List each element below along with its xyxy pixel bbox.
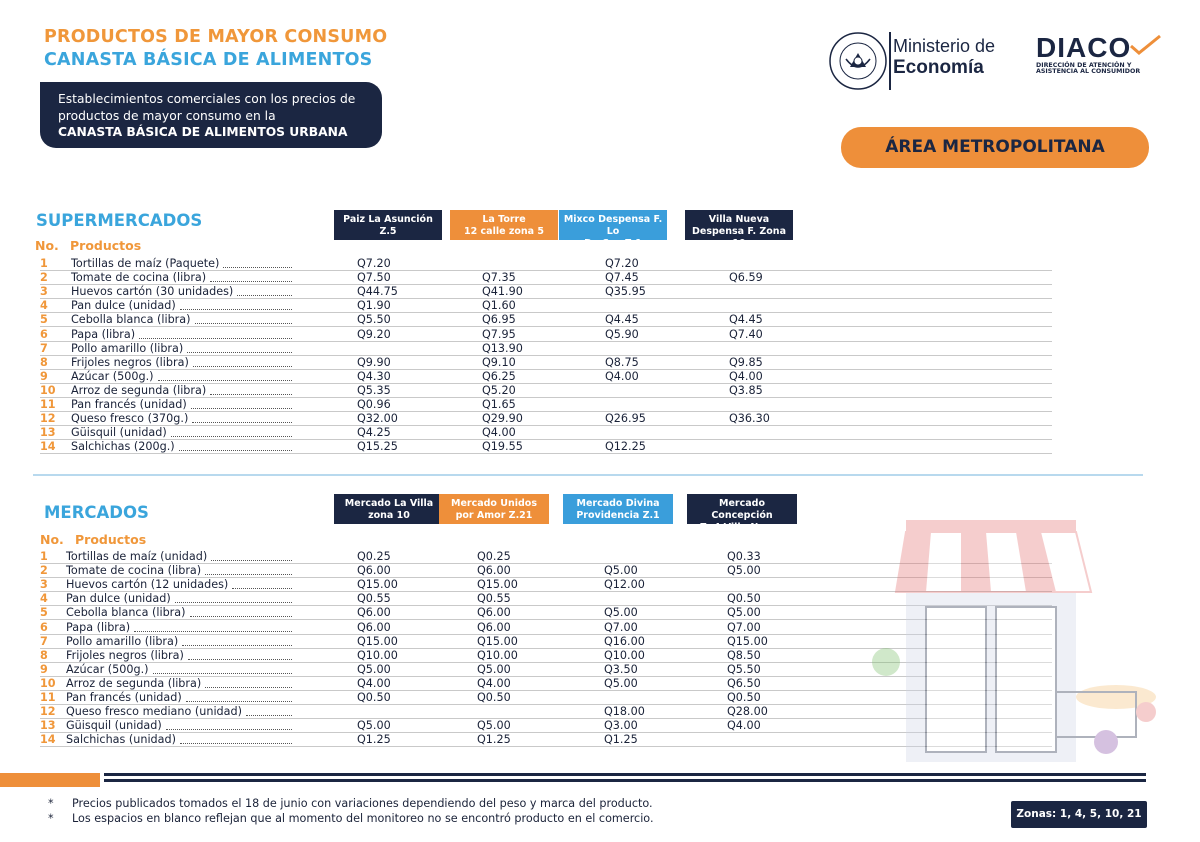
diaco-subtitle-1: DIRECCIÓN DE ATENCIÓN Y [1036, 62, 1132, 69]
price-cell-store-2: Q15.00 [477, 578, 518, 592]
row-number: 6 [40, 620, 48, 634]
product-name: Pan francés (unidad) [66, 691, 182, 704]
dotted-leader [188, 659, 292, 660]
price-cell-store-2: Q9.10 [482, 355, 516, 369]
store-header-1 [334, 210, 442, 240]
table-row [40, 398, 1052, 412]
market-stall-illustration [866, 512, 1166, 772]
price-cell-store-2: Q13.90 [482, 341, 523, 355]
row-number: 7 [40, 341, 48, 355]
dotted-leader [210, 281, 292, 282]
price-cell-store-3: Q4.00 [605, 369, 639, 383]
row-number: 13 [40, 719, 56, 733]
product-name: Queso fresco mediano (unidad) [66, 705, 242, 719]
col-productos-header: Productos [75, 532, 147, 547]
store-name-line1: Mercado Unidos [451, 498, 537, 509]
row-number: 11 [40, 691, 56, 704]
dotted-leader [179, 450, 292, 451]
product-name: Cebolla blanca (libra) [66, 606, 186, 620]
price-cell-store-1: Q5.00 [357, 662, 391, 676]
price-cell-store-1: Q0.96 [357, 398, 391, 411]
dotted-leader [191, 408, 292, 409]
table-row [40, 440, 1052, 454]
store-header-4 [685, 210, 793, 249]
section-separator [33, 474, 1143, 476]
price-cell-store-1: Q6.00 [357, 564, 391, 578]
price-cell-store-4: Q6.59 [729, 271, 763, 285]
store-name-line1: Paiz La Asunción [343, 214, 433, 225]
price-cell-store-3: Q7.20 [605, 257, 639, 270]
row-number: 11 [40, 398, 56, 411]
price-cell-store-2: Q5.20 [482, 383, 516, 397]
product-name: Arroz de segunda (libra) [71, 383, 207, 397]
product-name: Tortillas de maíz (unidad) [66, 550, 208, 563]
product-name: Papa (libra) [66, 620, 131, 634]
store-name-line1: Villa Nueva [708, 214, 770, 225]
product-name: Frijoles negros (libra) [71, 355, 189, 369]
footnote-star: * [48, 797, 54, 810]
store-header-3 [559, 210, 667, 249]
dotted-leader [139, 338, 292, 339]
store-name-line1: Mercado Divina [576, 498, 660, 509]
store-name-line2: 12 calle zona 5 [464, 226, 544, 237]
price-cell-store-2: Q4.00 [482, 426, 516, 440]
price-cell-store-3: Q7.00 [604, 620, 638, 634]
price-cell-store-1: Q15.00 [357, 578, 398, 592]
price-cell-store-2: Q6.00 [477, 564, 511, 578]
row-number: 5 [40, 313, 48, 327]
store-header-2 [450, 210, 558, 240]
product-name: Pan dulce (unidad) [71, 299, 176, 313]
footnote-1 [48, 797, 653, 810]
price-cell-store-1: Q0.25 [357, 550, 391, 563]
row-divider [40, 453, 1052, 454]
title-canasta-basica: CANASTA BÁSICA DE ALIMENTOS [44, 50, 373, 70]
dotted-leader [223, 267, 292, 268]
price-cell-store-4: Q3.85 [729, 383, 763, 397]
table-row [40, 342, 1052, 356]
price-cell-store-2: Q0.55 [477, 592, 511, 606]
store-name-line2: zona 10 [368, 510, 410, 521]
diaco-subtitle-2: ASISTENCIA AL CONSUMIDOR [1036, 68, 1141, 75]
price-cell-store-4: Q5.00 [727, 606, 761, 620]
price-cell-store-1: Q4.30 [357, 369, 391, 383]
intro-box [40, 82, 382, 148]
price-cell-store-3: Q5.00 [604, 676, 638, 690]
store-header-1 [334, 494, 444, 524]
row-number: 7 [40, 634, 48, 648]
dotted-leader [166, 729, 292, 730]
product-name: Güisquil (unidad) [71, 426, 167, 440]
product-name: Pan dulce (unidad) [66, 592, 171, 606]
price-cell-store-3: Q3.50 [604, 662, 638, 676]
row-number: 4 [40, 592, 48, 606]
price-cell-store-3: Q7.45 [605, 271, 639, 285]
diaco-check-icon [1128, 34, 1162, 56]
product-name: Papa (libra) [71, 327, 136, 341]
price-cell-store-1: Q0.50 [357, 691, 391, 704]
store-header-2 [439, 494, 549, 524]
intro-bold-line: CANASTA BÁSICA DE ALIMENTOS URBANA [58, 125, 348, 139]
section-title-mercados: MERCADOS [44, 503, 149, 522]
price-cell-store-2: Q15.00 [477, 634, 518, 648]
table-row [40, 285, 1052, 299]
price-cell-store-4: Q0.50 [727, 592, 761, 606]
row-number: 2 [40, 271, 48, 285]
footnote-2-text: Los espacios en blanco reflejan que al momento del monitoreo no se encontró producto en el comercio. [72, 812, 654, 825]
footer-orange-bar [0, 773, 100, 787]
price-cell-store-3: Q3.00 [604, 719, 638, 733]
ministry-line-1: Ministerio de [893, 36, 996, 56]
price-cell-store-4: Q4.00 [729, 369, 763, 383]
price-cell-store-3: Q10.00 [604, 648, 645, 662]
dotted-leader [180, 309, 292, 310]
price-cell-store-1: Q32.00 [357, 412, 398, 426]
ministerio-economia-logo [893, 36, 995, 78]
table-row [40, 384, 1052, 398]
price-cell-store-2: Q7.95 [482, 327, 516, 341]
price-cell-store-1: Q9.20 [357, 327, 391, 341]
table-row [40, 412, 1052, 426]
store-header-3 [563, 494, 673, 524]
price-cell-store-2: Q0.50 [477, 691, 511, 704]
col-productos-header: Productos [70, 238, 142, 253]
table-row [40, 313, 1052, 327]
diaco-wordmark: DIACO [1036, 32, 1132, 63]
dotted-leader [153, 673, 292, 674]
price-cell-store-2: Q19.55 [482, 440, 523, 454]
store-name-line2: por Amor Z.21 [455, 510, 533, 521]
store-name-line1: Mercado La Villa [344, 498, 434, 509]
table-row [40, 328, 1052, 342]
price-cell-store-1: Q6.00 [357, 606, 391, 620]
price-cell-store-1: Q6.00 [357, 620, 391, 634]
dotted-leader [186, 701, 292, 702]
diaco-logo [1036, 32, 1166, 76]
product-name: Arroz de segunda (libra) [66, 676, 202, 690]
price-cell-store-4: Q5.00 [727, 564, 761, 578]
price-cell-store-2: Q0.25 [477, 550, 511, 563]
price-cell-store-4: Q0.33 [727, 550, 761, 563]
price-cell-store-1: Q10.00 [357, 648, 398, 662]
dotted-leader [187, 352, 292, 353]
price-cell-store-4: Q7.00 [727, 620, 761, 634]
price-cell-store-1: Q15.00 [357, 634, 398, 648]
price-cell-store-1: Q44.75 [357, 285, 398, 299]
price-cell-store-3: Q8.75 [605, 355, 639, 369]
logo-divider [889, 32, 891, 90]
price-cell-store-3: Q5.00 [604, 606, 638, 620]
dotted-leader [134, 631, 292, 632]
dotted-leader [211, 560, 292, 561]
row-number: 10 [40, 676, 56, 690]
price-cell-store-4: Q0.50 [727, 691, 761, 704]
price-cell-store-3: Q16.00 [604, 634, 645, 648]
row-number: 6 [40, 327, 48, 341]
price-cell-store-2: Q41.90 [482, 285, 523, 299]
row-number: 4 [40, 299, 48, 313]
table-row [40, 257, 1052, 271]
row-number: 2 [40, 564, 48, 578]
dotted-leader [175, 602, 292, 603]
store-name-line1: La Torre [482, 214, 526, 225]
row-number: 8 [40, 355, 48, 369]
price-cell-store-4: Q36.30 [729, 412, 770, 426]
intro-line-2: productos de mayor consumo en la [58, 108, 276, 123]
zonas-badge: Zonas: 1, 4, 5, 10, 21 [1011, 801, 1147, 828]
table-row [40, 299, 1052, 313]
row-number: 14 [40, 440, 56, 454]
price-cell-store-3: Q4.45 [605, 313, 639, 327]
price-cell-store-2: Q1.60 [482, 299, 516, 313]
product-name: Azúcar (500g.) [66, 662, 149, 676]
price-cell-store-4: Q5.50 [727, 662, 761, 676]
price-cell-store-3: Q12.00 [604, 578, 645, 592]
price-cell-store-2: Q1.25 [477, 733, 511, 747]
row-number: 3 [40, 285, 48, 299]
dotted-leader [182, 645, 292, 646]
footer-stripes [104, 773, 1146, 785]
dotted-leader [205, 574, 292, 575]
price-cell-store-1: Q5.50 [357, 313, 391, 327]
dotted-leader [232, 588, 292, 589]
store-name-line2: De Coy Z.1 [584, 238, 642, 249]
ministry-line-2: Economía [893, 57, 984, 78]
footnote-2 [48, 812, 654, 825]
price-cell-store-2: Q6.00 [477, 606, 511, 620]
price-cell-store-1: Q0.55 [357, 592, 391, 606]
product-name: Tomate de cocina (libra) [66, 564, 202, 578]
price-cell-store-3: Q5.90 [605, 327, 639, 341]
dotted-leader [180, 743, 292, 744]
price-cell-store-2: Q6.00 [477, 620, 511, 634]
product-name: Tortillas de maíz (Paquete) [71, 257, 220, 270]
col-no-header: No. [40, 532, 64, 547]
product-name: Tomate de cocina (libra) [71, 271, 207, 285]
table-row [40, 426, 1052, 440]
price-cell-store-2: Q7.35 [482, 271, 516, 285]
price-cell-store-2: Q4.00 [477, 676, 511, 690]
price-cell-store-1: Q1.90 [357, 299, 391, 313]
product-name: Cebolla blanca (libra) [71, 313, 191, 327]
price-cell-store-4: Q9.85 [729, 355, 763, 369]
store-name-line1: Mixco Despensa F. Lo [563, 214, 663, 237]
price-cell-store-2: Q29.90 [482, 412, 523, 426]
dotted-leader [192, 422, 292, 423]
price-cell-store-1: Q7.50 [357, 271, 391, 285]
guatemala-seal-logo [828, 31, 888, 91]
row-number: 9 [40, 369, 48, 383]
product-name: Huevos cartón (30 unidades) [71, 285, 234, 299]
product-name: Güisquil (unidad) [66, 719, 162, 733]
table-row [40, 271, 1052, 285]
price-cell-store-1: Q5.35 [357, 383, 391, 397]
product-name: Salchichas (unidad) [66, 733, 176, 747]
price-cell-store-2: Q1.65 [482, 398, 516, 411]
price-cell-store-3: Q5.00 [604, 564, 638, 578]
price-cell-store-1: Q5.00 [357, 719, 391, 733]
dotted-leader [195, 323, 292, 324]
product-name: Pan francés (unidad) [71, 398, 187, 411]
dotted-leader [193, 366, 292, 367]
product-name: Queso fresco (370g.) [71, 412, 189, 426]
row-number: 1 [40, 550, 48, 563]
area-metropolitana-badge: ÁREA METROPOLITANA [841, 127, 1149, 168]
dotted-leader [237, 295, 292, 296]
price-cell-store-1: Q7.20 [357, 257, 391, 270]
price-cell-store-3: Q12.25 [605, 440, 646, 454]
store-name-line2: Z.5 [379, 226, 397, 237]
dotted-leader [210, 394, 292, 395]
price-cell-store-1: Q15.25 [357, 440, 398, 454]
price-cell-store-2: Q5.00 [477, 662, 511, 676]
price-cell-store-4: Q28.00 [727, 705, 768, 719]
price-cell-store-1: Q9.90 [357, 355, 391, 369]
col-no-header: No. [35, 238, 59, 253]
row-number: 1 [40, 257, 48, 270]
dotted-leader [205, 687, 292, 688]
dotted-leader [158, 380, 292, 381]
dotted-leader [246, 715, 292, 716]
price-cell-store-1: Q4.00 [357, 676, 391, 690]
table-row [40, 370, 1052, 384]
row-number: 8 [40, 648, 48, 662]
price-cell-store-2: Q10.00 [477, 648, 518, 662]
product-name: Azúcar (500g.) [71, 369, 154, 383]
store-header-4 [687, 494, 797, 533]
price-cell-store-4: Q7.40 [729, 327, 763, 341]
section-title-supermercados: SUPERMERCADOS [36, 211, 203, 230]
price-cell-store-4: Q4.45 [729, 313, 763, 327]
price-cell-store-4: Q4.00 [727, 719, 761, 733]
row-number: 10 [40, 383, 56, 397]
store-name-line2: Despensa F. Zona 10 [692, 226, 786, 249]
row-number: 3 [40, 578, 48, 592]
price-cell-store-4: Q15.00 [727, 634, 768, 648]
price-cell-store-1: Q1.25 [357, 733, 391, 747]
store-name-line1: Mercado Concepción [711, 498, 773, 521]
product-name: Huevos cartón (12 unidades) [66, 578, 229, 592]
price-cell-store-2: Q5.00 [477, 719, 511, 733]
row-number: 9 [40, 662, 48, 676]
row-number: 12 [40, 412, 56, 426]
price-cell-store-3: Q1.25 [604, 733, 638, 747]
store-name-line2: Z. 4 Villa Nueva [699, 522, 785, 533]
title-productos-mayor-consumo: PRODUCTOS DE MAYOR CONSUMO [44, 27, 388, 47]
dotted-leader [171, 436, 292, 437]
row-number: 14 [40, 733, 56, 747]
price-cell-store-1: Q4.25 [357, 426, 391, 440]
store-name-line2: Providencia Z.1 [576, 510, 660, 521]
price-cell-store-2: Q6.95 [482, 313, 516, 327]
row-number: 13 [40, 426, 56, 440]
footnote-1-text: Precios publicados tomados el 18 de junio con variaciones dependiendo del peso y marca del producto. [72, 797, 653, 810]
product-name: Pollo amarillo (libra) [66, 634, 179, 648]
product-name: Frijoles negros (libra) [66, 648, 184, 662]
intro-line-1: Establecimientos comerciales con los precios de [58, 92, 356, 106]
dotted-leader [190, 616, 292, 617]
product-name: Pollo amarillo (libra) [71, 341, 184, 355]
price-cell-store-4: Q8.50 [727, 648, 761, 662]
price-cell-store-3: Q35.95 [605, 285, 646, 299]
row-number: 12 [40, 705, 56, 719]
row-number: 5 [40, 606, 48, 620]
price-cell-store-3: Q26.95 [605, 412, 646, 426]
price-cell-store-2: Q6.25 [482, 369, 516, 383]
price-cell-store-3: Q18.00 [604, 705, 645, 719]
table-row [40, 356, 1052, 370]
footnote-star: * [48, 812, 54, 825]
product-name: Salchichas (200g.) [71, 440, 175, 454]
price-cell-store-4: Q6.50 [727, 676, 761, 690]
